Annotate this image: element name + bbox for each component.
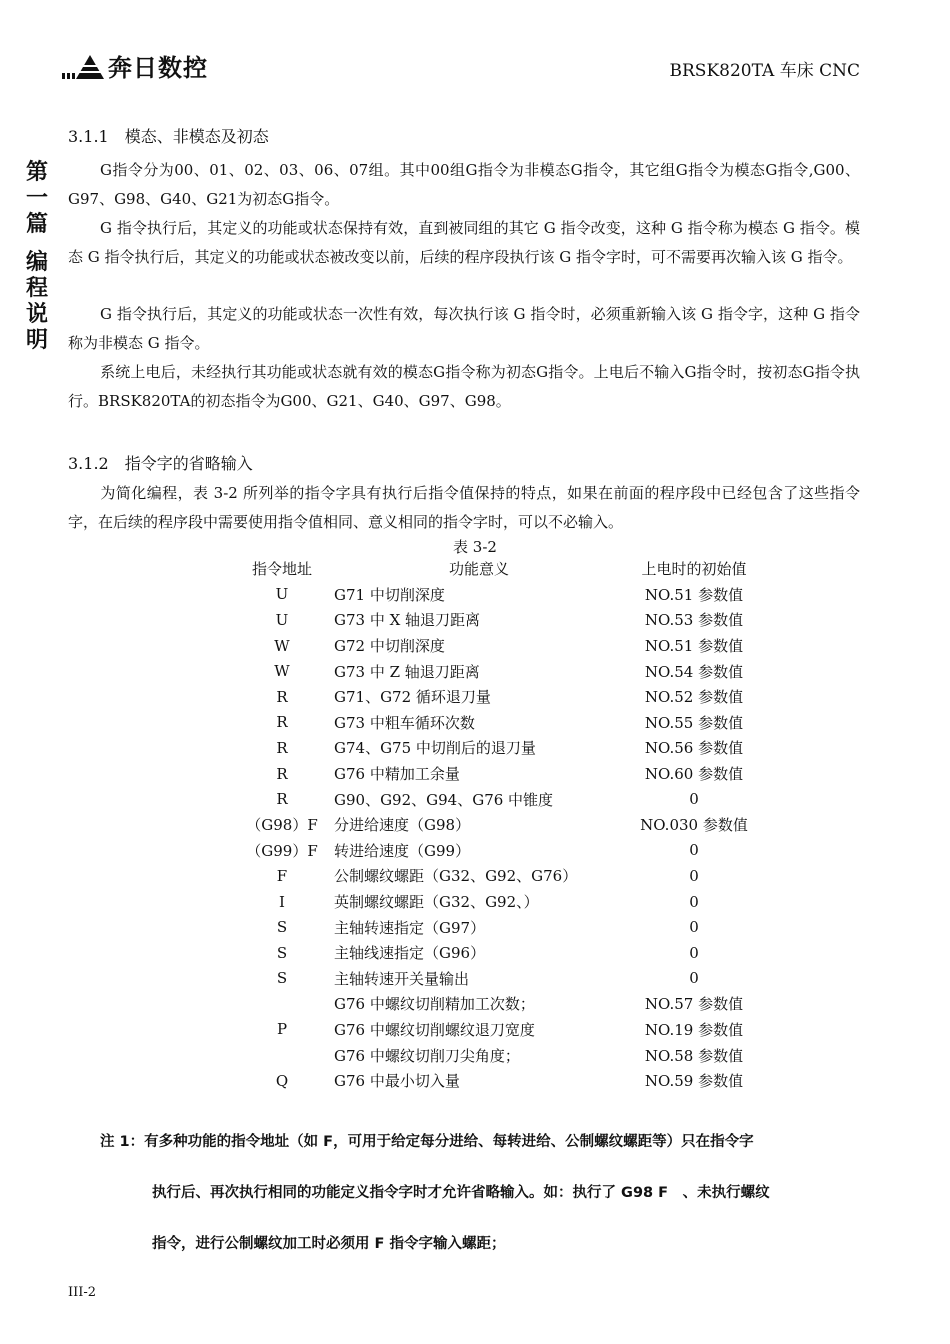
side-char: 第 <box>25 160 48 185</box>
page-number: III-2 <box>68 1285 97 1300</box>
paragraph: G 指令执行后，其定义的功能或状态一次性有效，每次执行该 G 指令时，必须重新输入该 G 指令字，这种 G 指令称为非模态 G 指令。 <box>68 305 860 352</box>
command-address-cell: R <box>276 738 288 757</box>
function-cell: G76 中螺纹切削螺纹退刀宽度 <box>334 1020 535 1039</box>
side-char: 一 <box>25 186 48 211</box>
table-row <box>232 966 764 992</box>
initial-value-cell: 0 <box>689 790 699 809</box>
table-row <box>232 812 764 838</box>
table-row <box>232 582 764 608</box>
command-address-cell: S <box>276 969 288 988</box>
side-char: 明 <box>25 328 48 353</box>
function-cell: G76 中螺纹切削精加工次数； <box>334 995 535 1014</box>
initial-value-cell: NO.51 参数值 <box>644 585 744 604</box>
table-row <box>232 863 764 889</box>
command-address-cell: （G98）F <box>246 816 318 835</box>
command-address-cell <box>232 1042 332 1068</box>
initial-value-cell: NO.54 参数值 <box>644 662 744 681</box>
function-cell: G76 中螺纹切削刀尖角度； <box>334 1046 520 1065</box>
initial-value-cell: 0 <box>689 892 699 911</box>
function-cell: 转进给速度（G99） <box>334 841 471 860</box>
command-address-cell: S <box>276 918 288 937</box>
brand-logo <box>62 48 208 83</box>
command-table <box>232 556 764 1093</box>
initial-value-cell: NO.57 参数值 <box>644 995 744 1014</box>
side-char: 说 <box>25 302 48 327</box>
product-title: BRSK820TA 车床 CNC <box>669 61 860 81</box>
logo-mountain-icon <box>62 51 104 81</box>
initial-value-cell: 0 <box>689 866 699 885</box>
initial-value-cell: 0 <box>689 969 699 988</box>
table-row <box>232 633 764 659</box>
function-cell: G76 中最小切入量 <box>334 1072 460 1091</box>
table-row <box>232 889 764 915</box>
note-line: 指令，进行公制螺纹加工时必须用 F 指令字输入螺距； <box>152 1236 506 1252</box>
command-address-cell: I <box>279 892 285 911</box>
paragraph: 系统上电后，未经执行其功能或状态就有效的模态G指令称为初态G指令。上电后不输入G指令时，按初态G指令执行。BRSK820TA的初态指令为G00、G21、G40、G97、G98。 <box>68 363 860 410</box>
command-address-cell <box>232 991 332 1017</box>
command-address-cell: Q <box>275 1071 289 1090</box>
table-caption: 表 3-2 <box>453 538 497 556</box>
function-cell: G73 中 Z 轴退刀距离 <box>334 662 480 681</box>
table-row <box>232 710 764 736</box>
column-header: 上电时的初始值 <box>641 560 747 579</box>
function-cell: 主轴转速开关量输出 <box>334 969 470 988</box>
table-row <box>232 786 764 812</box>
function-cell: G73 中 X 轴退刀距离 <box>334 611 481 630</box>
function-cell: 英制螺纹螺距（G32、G92、） <box>334 893 539 912</box>
command-address-cell: U <box>275 585 289 604</box>
side-chapter-title <box>24 160 50 354</box>
paragraph: 为简化编程，表 3-2 所列举的指令字具有执行后指令值保持的特点，如果在前面的程序段中已经包含了这些指令字，在后续的程序段中需要使用指令值相同、意义相同的指令字时，可以不必输入。 <box>68 484 860 531</box>
table-row <box>232 940 764 966</box>
function-cell: 主轴转速指定（G97） <box>334 918 486 937</box>
initial-value-cell: NO.60 参数值 <box>644 765 744 784</box>
initial-value-cell: NO.51 参数值 <box>644 637 744 656</box>
column-header: 功能意义 <box>448 560 509 579</box>
initial-value-cell: NO.55 参数值 <box>644 713 744 732</box>
initial-value-cell: 0 <box>689 918 699 937</box>
table-row <box>232 1068 764 1094</box>
initial-value-cell: NO.56 参数值 <box>644 739 744 758</box>
function-cell: G71 中切削深度 <box>334 585 445 604</box>
paragraph: G指令分为00、01、02、03、06、07组。其中00组G指令为非模态G指令，其它组G指令为模态G指令,G00、G97、G98、G40、G21为初态G指令。 <box>68 161 860 208</box>
function-cell: G76 中精加工余量 <box>334 765 460 784</box>
brand-name: 奔日数控 <box>108 54 208 82</box>
command-address-cell: R <box>276 790 288 809</box>
command-address-cell: U <box>275 610 289 629</box>
command-address-cell: W <box>274 636 290 655</box>
table-row <box>232 761 764 787</box>
table-header-row <box>232 556 764 582</box>
function-cell: 公制螺纹螺距（G32、G92、G76） <box>334 867 578 886</box>
command-address-cell: F <box>276 866 288 885</box>
command-address-cell: P <box>276 1020 288 1039</box>
table-row <box>232 991 764 1017</box>
function-cell: 分进给速度（G98） <box>334 816 471 835</box>
table-row <box>232 607 764 633</box>
command-address-cell: （G99）F <box>246 841 318 860</box>
initial-value-cell: NO.19 参数值 <box>644 1020 744 1039</box>
function-cell: G72 中切削深度 <box>334 637 445 656</box>
command-address-cell: R <box>276 764 288 783</box>
side-char: 程 <box>25 276 48 301</box>
initial-value-cell: 0 <box>689 841 699 860</box>
side-char: 编 <box>25 250 48 275</box>
note-line: 注 1：有多种功能的指令地址（如 F，可用于给定每分进给、每转进给、公制螺纹螺距等）只在指令字 <box>100 1134 754 1150</box>
table-row <box>232 1017 764 1043</box>
command-address-cell: R <box>276 687 288 706</box>
section-heading-3-1-2: 3.1.2 指令字的省略输入 <box>68 454 253 473</box>
initial-value-cell: NO.52 参数值 <box>644 688 744 707</box>
function-cell: G73 中粗车循环次数 <box>334 713 475 732</box>
table-row <box>232 735 764 761</box>
function-cell: G71、G72 循环退刀量 <box>334 688 491 707</box>
initial-value-cell: NO.58 参数值 <box>644 1046 744 1065</box>
table-row <box>232 684 764 710</box>
section-heading-3-1-1: 3.1.1 模态、非模态及初态 <box>68 127 269 146</box>
table-row <box>232 838 764 864</box>
function-cell: 主轴线速指定（G96） <box>334 944 486 963</box>
function-cell: G90、G92、G94、G76 中锥度 <box>334 790 554 809</box>
function-cell: G74、G75 中切削后的退刀量 <box>334 739 536 758</box>
table-row <box>232 658 764 684</box>
note-line: 执行后、再次执行相同的功能定义指令字时才允许省略输入。如：执行了 G98 F 、未执行螺纹 <box>152 1185 770 1201</box>
table-row <box>232 914 764 940</box>
side-char: 篇 <box>25 212 48 237</box>
command-address-cell: S <box>276 943 288 962</box>
initial-value-cell: NO.53 参数值 <box>644 611 744 630</box>
initial-value-cell: NO.030 参数值 <box>640 816 748 835</box>
paragraph: G 指令执行后，其定义的功能或状态保持有效，直到被同组的其它 G 指令改变，这种 G 指令称为模态 G 指令。模态 G 指令执行后，其定义的功能或状态被改变以前，后续的程序段执行该 G 指令字时，可不需要再次输入该 G 指令。 <box>68 219 860 266</box>
command-address-cell: R <box>276 713 288 732</box>
command-address-cell: W <box>274 662 290 681</box>
column-header: 指令地址 <box>251 560 312 579</box>
initial-value-cell: 0 <box>689 943 699 962</box>
table-row <box>232 1042 764 1068</box>
initial-value-cell: NO.59 参数值 <box>644 1072 744 1091</box>
